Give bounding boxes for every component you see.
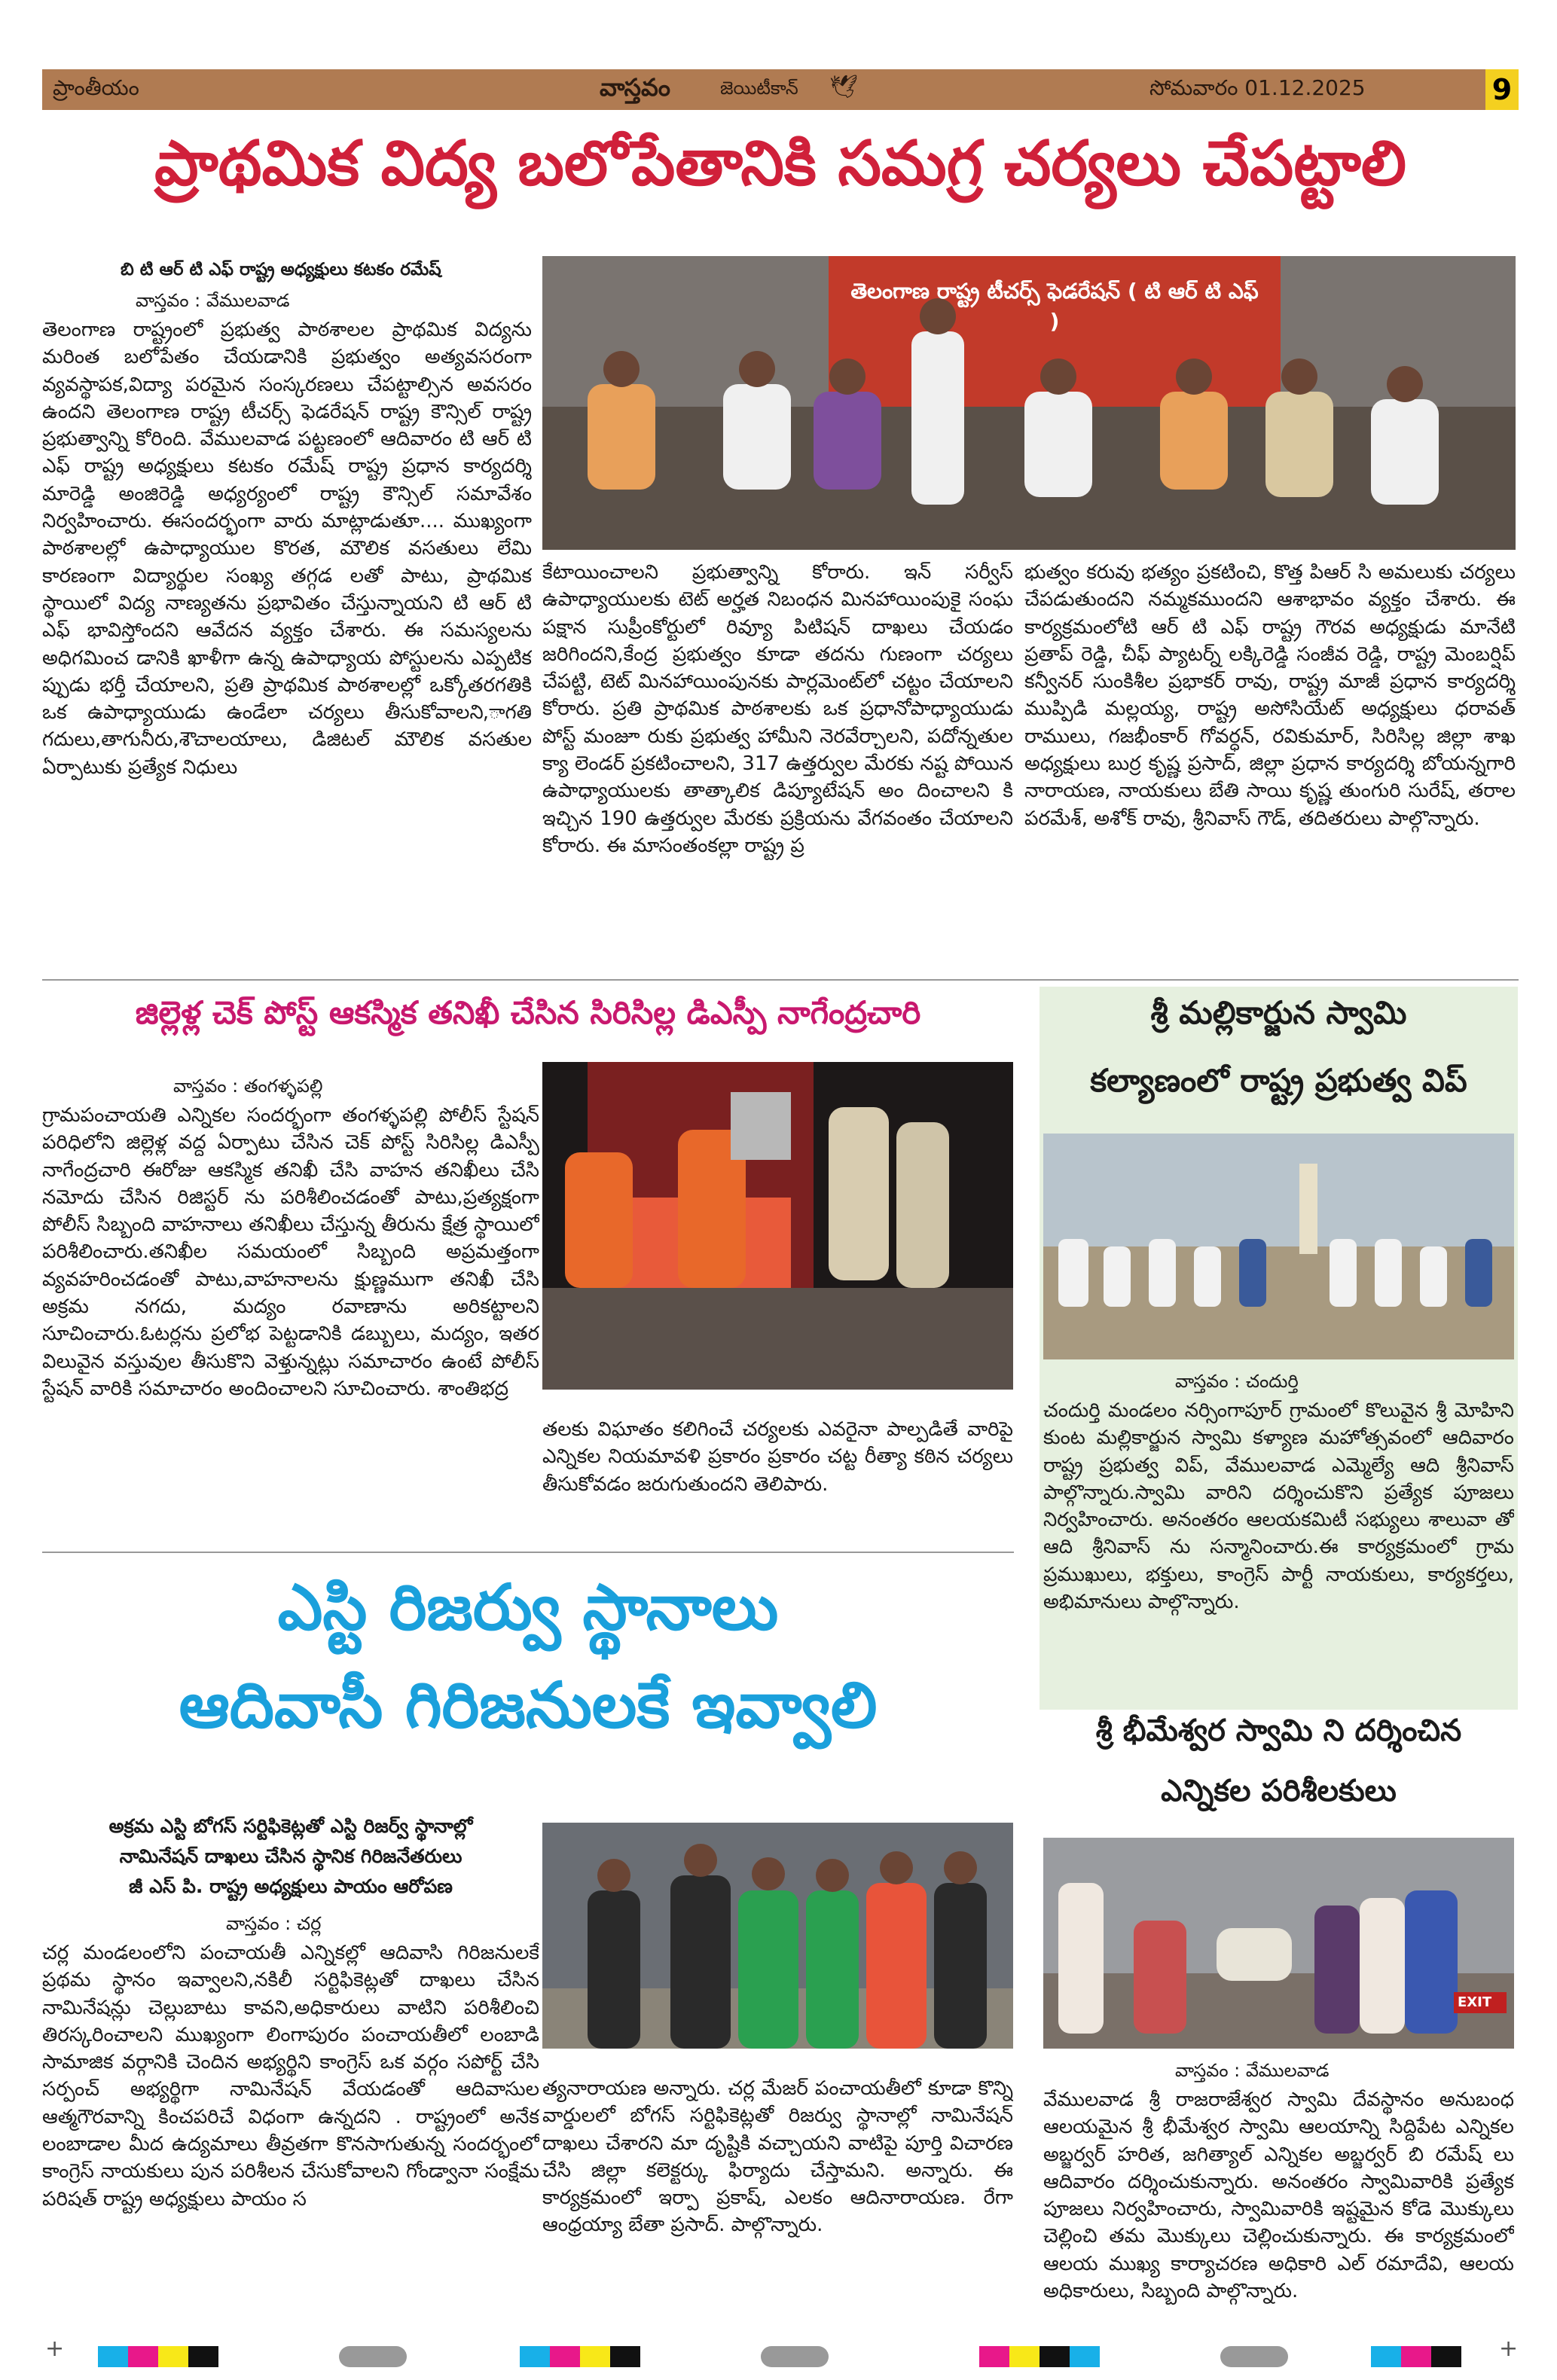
lead-dateline: వాస్తవం : వేములవాడ	[136, 290, 290, 311]
black-swatch	[1040, 2346, 1070, 2367]
black-swatch	[610, 2346, 640, 2367]
black-swatch	[1431, 2346, 1461, 2367]
st-dateline: వాస్తవం : చర్ల	[226, 1913, 322, 1934]
st-subhead-3: జీ ఎస్ పి. రాష్ట్ర అధ్యక్షులు పాయం ఆరోపణ	[129, 1875, 453, 1897]
lead-subhead: బి టి ఆర్ టి ఎఫ్ రాష్ట్ర అధ్యక్షులు కటకం రమేష్	[121, 260, 441, 279]
cyan-swatch	[520, 2346, 550, 2367]
magenta-swatch	[979, 2346, 1009, 2367]
edition-label: జెయిటీకాన్	[720, 78, 798, 99]
mallikarjuna-photo	[1043, 1134, 1514, 1359]
cyan-swatch	[1371, 2346, 1401, 2367]
bheemeshwara-dateline: వాస్తవం : వేములవాడ	[1175, 2060, 1330, 2081]
cyan-swatch	[98, 2346, 128, 2367]
exit-sign: EXIT	[1458, 1994, 1492, 2010]
mallikarjuna-headline-1: శ్రీ మల్లికార్జున స్వామి	[1150, 994, 1407, 1031]
gray-swatch	[1220, 2346, 1288, 2367]
divider	[42, 979, 1519, 981]
crop-mark-icon: +	[1499, 2336, 1519, 2362]
st-headline-2: ఆదివాసీ గిరిజనులకే ఇవ్వాలి	[179, 1668, 878, 1742]
bheemeshwara-headline-1: శ్రీ భీమేశ్వర స్వామి ని దర్శించిన	[1095, 1713, 1462, 1748]
section-label: ప్రాంతీయం	[53, 75, 139, 100]
bheemeshwara-photo	[1043, 1838, 1514, 2049]
bheemeshwara-body: వేములవాడ శ్రీ రాజరాజేశ్వర స్వామి దేవస్థానం అనుబంధ ఆలయమైన శ్రీ భీమేశ్వర స్వామి ఆలయాన్ని సిద్దిపేట ఎన్నికల అబ్జర్వర్ హరిత, జగిత్యాల్ ఎన్నికల అబ్జర్వర్ బి రమేష్ లు ఆదివారం దర్శించుకున్నారు. అనంతరం స్వామివారికి ప్రత్యేక పూజలు నిర్వహించారు, స్వామివారికి ఇష్టమైన కోడె మొక్కులు చెల్లించి తమ మొక్కులు చెల్లించుకున్నారు. ఈ కార్యక్రమంలో ఆలయ ముఖ్య కార్యాచరణ అధికారి ఎల్ రమాదేవి, ఆలయ అధికారులు, సిబ్బంది పాల్గొన్నారు.	[1043, 2089, 1514, 2303]
yellow-swatch	[1009, 2346, 1040, 2367]
cyan-swatch	[1070, 2346, 1100, 2367]
lead-headline: ప్రాథమిక విద్య బలోపేతానికి సమగ్ర చర్యలు చేపట్టాలి	[154, 128, 1406, 200]
date-label: సోమవారం 01.12.2025	[1149, 75, 1366, 100]
checkpost-column-1: గ్రామపంచాయతి ఎన్నికల సందర్భంగా తంగళ్ళపల్లి పోలీస్ స్టేషన్ పరిధిలోని జిల్లెళ్ల వద్ద ఏర్పాటు చేసిన చెక్ పోస్ట్ సిరిసిల్ల డిఎస్పీ నాగేంద్రచారి ఈరోజు ఆకస్మిక తనిఖీ చేసి వాహన తనిఖీలు చేసి నమోదు చేసిన రిజిస్టర్ ను పరిశీలించడంతో పాటు,ప్రత్యక్షంగా పోలీస్ సిబ్బంది వాహనాలు తనిఖీలు చేస్తున్న తీరును క్షేత్ర స్థాయిలో పరిశీలించారు.తనిఖీల సమయంలో సిబ్బంది అప్రమత్తంగా వ్యవహరించడంతో పాటు,వాహనాలను క్షుణ్ణముగా తనిఖీ చేసి అక్రమ నగదు, మద్యం రవాణాను అరికట్టాలని సూచించారు.ఓటర్లను ప్రలోభ పెట్టడానికి డబ్బులు, మద్యం, ఇతర విలువైన వస్తువుల తీసుకొని వెళ్తున్నట్లు సమాచారం ఉంటే పోలీస్ స్టేషన్ వారికి సమాచారం అందించాలని సూచించారు. శాంతిభద్ర	[42, 1104, 539, 1400]
paper-name: వాస్తవం	[600, 73, 670, 102]
yellow-swatch	[580, 2346, 610, 2367]
page-header-bar	[42, 69, 1519, 110]
mallikarjuna-body: చందుర్తి మండలం నర్సింగాపూర్ గ్రామంలో కొలువైన శ్రీ మోహిని కుంట మల్లికార్జున స్వామి కళ్యాణ మహోత్సవంలో ఆదివారం రాష్ట్ర ప్రభుత్వ విప్, వేములవాడ ఎమ్మెల్యే ఆది శ్రీనివాస్ పాల్గొన్నారు.స్వామి వారిని దర్శించుకొని ప్రత్యేక పూజలు నిర్వహించారు. అనంతరం ఆలయకమిటీ సభ్యులు శాలువా తో ఆది శ్రీనివాస్ ను సన్మానించారు.ఈ కార్యక్రమంలో గ్రామ ప్రముఖులు, భక్తులు, కాంగ్రెస్ పార్టీ నాయకులు, కార్యకర్తలు, అభిమానులు పాల్గొన్నారు.	[1043, 1399, 1514, 1614]
lead-column-3: భుత్వం కరువు భత్యం ప్రకటించి, కొత్త పిఆర్ సి అమలుకు చర్యలు చేపడుతుందని నమ్మకముందని ఆశాభావం వ్యక్తం చేశారు. ఈ కార్యక్రమంలోటి ఆర్ టి ఎఫ్ రాష్ట్ర గౌరవ అధ్యక్షుడు మానేటి ప్రతాప్ రెడ్డి, చీఫ్ ప్యాటర్న్ లక్కిరెడ్డి సంజీవ రెడ్డి, రాష్ట్ర మెంబర్షిప్ కన్వీనర్ సుంకిశీల ప్రభాకర్ రావు, రాష్ట్ర మాజీ ప్రధాన కార్యదర్శి ముప్పిడి మల్లయ్య, రాష్ట్ర అసోసియేట్ అధ్యక్షులు ధరావత్ రాములు, గజభీంకార్ గోవర్ధన్, రవికుమార్, సిరిసిల్ల జిల్లా శాఖ అధ్యక్షులు బుర్ర కృష్ణ ప్రసాద్, జిల్లా ప్రధాన కార్యదర్శి బోయన్నగారి నారాయణ, నాయకులు బేతి సాయి కృష్ణ తుంగురి సురేష్, తరాల పరమేశ్, అశోక్ రావు, శ్రీనివాస్ గౌడ్, తదితరులు పాల్గొన్నారు.	[1024, 561, 1516, 830]
mallikarjuna-dateline: వాస్తవం : చందుర్తి	[1175, 1371, 1299, 1392]
st-headline-1: ఎస్టి రిజర్వు స్థానాలు	[277, 1570, 779, 1644]
tribal-leaders-photo	[542, 1823, 1013, 2049]
page-number: 9	[1485, 69, 1519, 110]
lead-column-1: తెలంగాణ రాష్ట్రంలో ప్రభుత్వ పాఠశాలల ప్రాథమిక విద్యను మరింత బలోపేతం చేయడానికి ప్రభుత్వం అత్యవసరంగా వ్యవస్థాపక,విద్యా పరమైన సంస్కరణలు చేపట్టాల్సిన అవసరం ఉందని తెలంగాణ రాష్ట్ర టీచర్స్ ఫెడరేషన్ రాష్ట్ర కౌన్సిల్ రాష్ట్ర ప్రభుత్వాన్ని కోరింది. వేములవాడ పట్టణంలో ఆదివారం టి ఆర్ టి ఎఫ్ రాష్ట్ర అధ్యక్షులు కటకం రమేష్ రాష్ట్ర ప్రధాన కార్యదర్శి మారెడ్డి అంజిరెడ్డి అధ్యర్యంలో రాష్ట్ర కౌన్సిల్ సమావేశం నిర్వహించారు. ఈసందర్భంగా వారు మాట్లాడుతూ.... ముఖ్యంగా పాఠశాలల్లో ఉపాధ్యాయుల కొరత, మౌలిక వసతులు లేమి కారణంగా విద్యార్థుల సంఖ్య తగ్గడ లతో పాటు, ప్రాథమిక స్థాయిలో విద్య నాణ్యతను ప్రభావితం చేస్తున్నాయని టి ఆర్ టి ఎఫ్ భావిస్తోందని ఆవేదన వ్యక్తం చేశారు. ఈ సమస్యలను అధిగమించ డానికి ఖాళీగా ఉన్న ఉపాధ్యాయ పోస్టులను ఎప్పటిక ప్పుడు భర్తీ చేయాలని, ప్రతి ప్రాథమిక పాఠశాలల్లో ఒక్కోతరగతికి ఒక ఉపాధ్యాయుడు ఉండేలా చర్యలు తీసుకోవాలని,ాగతి గదులు,తాగునీరు,శౌచాలయాలు, డిజిటల్ మౌలిక వసతుల ఏర్పాటుకు ప్రత్యేక నిధులు	[42, 319, 532, 779]
black-swatch	[188, 2346, 218, 2367]
st-subhead-1: అక్రమ ఎస్టి బోగస్ సర్టిఫికెట్లతో ఎస్టి రిజర్వ్ స్థానాల్లో	[108, 1815, 473, 1837]
gray-swatch	[339, 2346, 407, 2367]
checkpost-headline: జిల్లెళ్ల చెక్ పోస్ట్ ఆకస్మిక తనిఖీ చేసిన సిరిసిల్ల డిఎస్పీ నాగేంద్రచారి	[135, 994, 921, 1031]
bheemeshwara-headline-2: ఎన్నికల పరిశీలకులు	[1161, 1774, 1397, 1808]
st-photo	[542, 1823, 1013, 2049]
temple-gathering-photo	[1043, 1134, 1514, 1359]
yellow-swatch	[158, 2346, 188, 2367]
lead-photo	[542, 256, 1516, 550]
police-vehicle-check-photo	[542, 1062, 1013, 1390]
st-column-2: త్యనారాయణ అన్నారు. చర్ల మేజర్ పంచాయతీలో కూడా కొన్ని వార్డులలో బోగస్ సర్టిఫికెట్లతో రిజర్వు స్థానాల్లో నామినేషన్ దాఖలు చేశారని మా దృష్టికి వచ్చాయని వాటిపై పూర్తి విచారణ చేసి జిల్లా కలెక్టర్కు ఫిర్యాదు చేస్తామని. అన్నారు. ఈ కార్యక్రమంలో ఇర్పా ప్రకాష్, ఎలకం ఆదినారాయణ. రేగా ఆంధ్రయ్యా బేతా ప్రసాద్. పాల్గొన్నారు.	[542, 2077, 1013, 2237]
checkpost-photo	[542, 1062, 1013, 1390]
lead-column-2: కేటాయించాలని ప్రభుత్వాన్ని కోరారు. ఇన్ సర్వీస్ ఉపాధ్యాయులకు టెట్ అర్హత నిబంధన మినహాయింపుకై సంఘ పక్షాన సుప్రీంకోర్టులో రివ్యూ పిటిషన్ దాఖలు చేయడం జరిగిందని,కేంద్ర ప్రభుత్వం కూడా తదను గుణంగా చర్యలు చేపట్టి, టెట్ మినహాయింపునకు పార్లమెంట్‌లో చట్టం చేయాలని కోరారు. ప్రతి ప్రాథమిక పాఠశాలకు ఒక ప్రధానోపాధ్యాయుడు పోస్ట్ మంజూ రుకు ప్రభుత్వ హామీని నెరవేర్చాలని, పదోన్నతుల క్యా లెండర్ ప్రకటించాలని, 317 ఉత్తర్వుల మేరకు నష్ట పోయిన ఉపాధ్యాయులకు తాత్కాలిక డిప్యూటేషన్ అం దించాలని కి ఇచ్చిన 190 ఉత్తర్వుల మేరకు ప్రక్రియను వేగవంతం చేయాలని కోరారు. ఈ మాసంతంకల్లా రాష్ట్ర ప్ర	[542, 561, 1013, 857]
st-subhead-2: నామినేషన్ దాఖలు చేసిన స్థానిక గిరిజనేతరులు	[119, 1845, 463, 1867]
magenta-swatch	[550, 2346, 580, 2367]
divider	[42, 1552, 1014, 1553]
temple-visit-photo	[1043, 1838, 1514, 2049]
bird-icon: 🕊	[829, 74, 859, 100]
magenta-swatch	[1401, 2346, 1431, 2367]
gray-swatch	[761, 2346, 829, 2367]
mallikarjuna-headline-2: కల్యాణంలో రాష్ట్ర ప్రభుత్వ విప్	[1090, 1062, 1467, 1099]
st-column-1: చర్ల మండలంలోని పంచాయతీ ఎన్నికల్లో ఆదివాసి గిరిజనులకే ప్రథమ స్థానం ఇవ్వాలని,నకిలీ సర్టిఫికెట్లతో దాఖలు చేసిన నామినేషన్లు చెల్లుబాటు కావని,అధికారులు వాటిని పరిశీలించి తిరస్కరించాలని ముఖ్యంగా లింగాపురం పంచాయతీలో లంబాడి సామాజిక వర్గానికి చెందిన అభ్యర్థిని కాంగ్రెస్ ఒక వర్గం సపోర్ట్ చేసి సర్పంచ్ అభ్యర్థిగా నామినేషన్ వేయడంతో ఆదివాసుల ఆత్మగౌరవాన్ని కించపరిచే విధంగా ఉన్నదని . రాష్ట్రంలో అనేక లంబాడాల మీద ఉద్యమాలు తీవ్రతగా కొనసాగుతున్న సందర్భంలో కాంగ్రెస్ నాయకులు పున పరిశీలన చేసుకోవాలని గోండ్వానా సంక్షేమ పరిషత్ రాష్ట్ర అధ్యక్షులు పాయం స	[42, 1942, 539, 2211]
checkpost-dateline: వాస్తవం : తంగళ్ళపల్లి	[173, 1076, 323, 1097]
print-color-strip	[0, 2331, 1557, 2380]
banner-text: తెలంగాణ రాష్ట్ర టీచర్స్ ఫెడరేషన్ ( టి ఆర్ టి ఎఫ్ )	[850, 279, 1259, 334]
magenta-swatch	[128, 2346, 158, 2367]
checkpost-column-2: తలకు విఘాతం కలిగించే చర్యలకు ఎవరైనా పాల్పడితే వారిపై ఎన్నికల నియమావళి ప్రకారం ప్రకారం చట్ట రీత్యా కఠిన చర్యలు తీసుకోవడం జరుగుతుందని తెలిపారు.	[542, 1418, 1013, 1496]
crop-mark-icon: +	[45, 2336, 65, 2362]
